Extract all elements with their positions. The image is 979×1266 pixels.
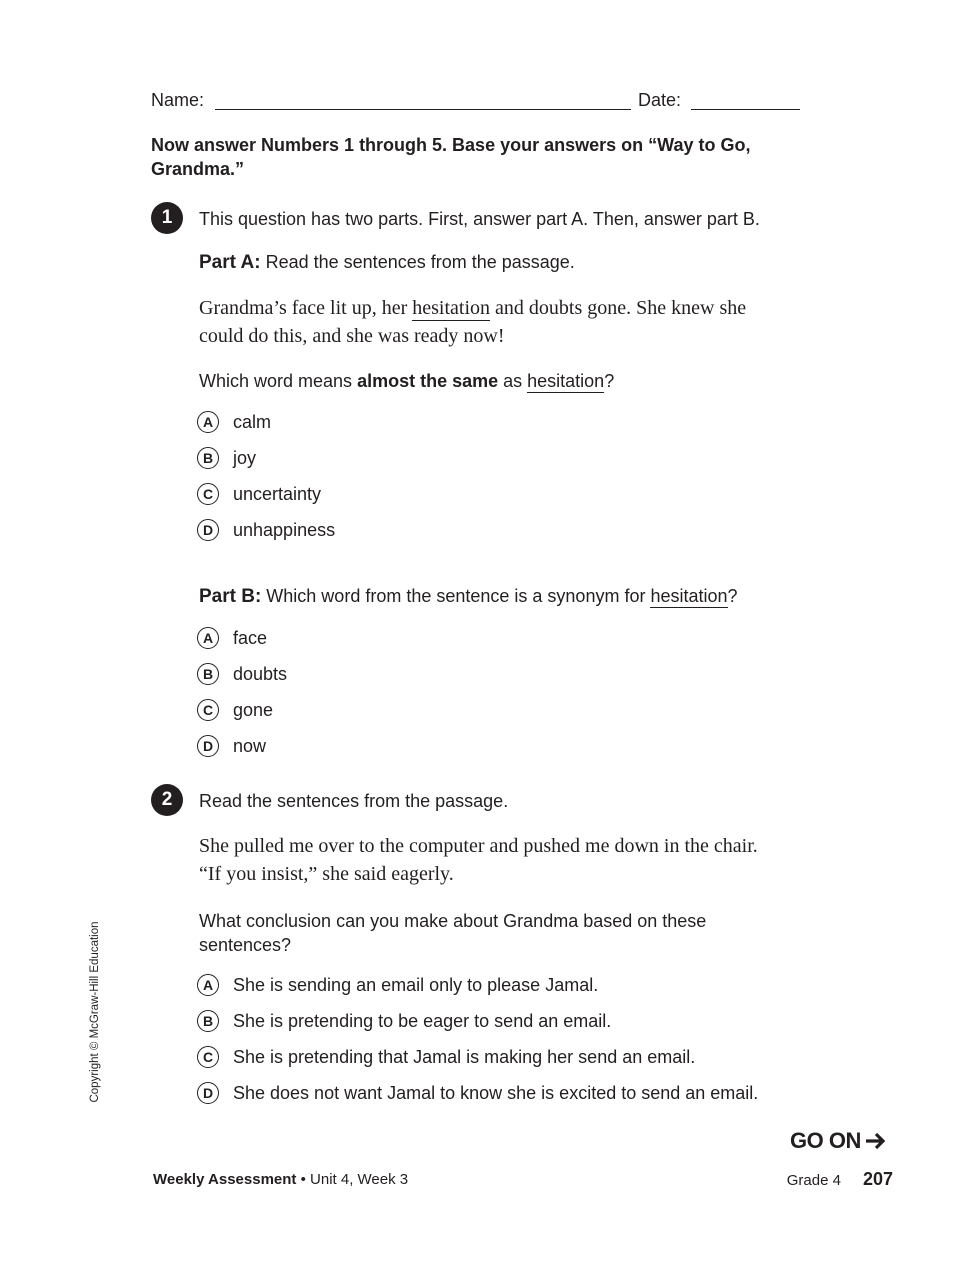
question-text: Which word from the sentence is a synonym for [261, 586, 651, 606]
answer-text: She is pretending to be eager to send an email. [233, 1010, 612, 1031]
question-2-intro: Read the sentences from the passage. [199, 791, 509, 811]
part-b-label: Part B: [199, 586, 262, 607]
name-label: Name: [151, 90, 205, 110]
go-on-indicator [790, 1128, 887, 1154]
answer-option[interactable] [197, 696, 273, 724]
question-1-badge: 1 [151, 202, 183, 234]
grade-label: Grade 4 [786, 1172, 841, 1189]
part-a-prompt-text: Read the sentences from the passage. [265, 252, 575, 272]
passage-line: “If you insist,” she said eagerly. [199, 863, 454, 885]
part-b-question [199, 584, 738, 609]
answer-option[interactable] [197, 1043, 695, 1071]
answer-text: gone [233, 699, 274, 720]
question-line: What conclusion can you make about Grandma based on these [199, 911, 707, 931]
question-2-prompt [199, 909, 706, 957]
answer-bubble[interactable]: D [197, 735, 219, 757]
arrow-right-icon [865, 1132, 887, 1150]
answer-option[interactable] [197, 971, 598, 999]
question-text: ? [604, 371, 615, 391]
answer-bubble[interactable]: A [197, 411, 219, 433]
passage-text: and doubts gone. She knew she [490, 297, 747, 319]
answer-text: doubts [233, 663, 288, 684]
directions: Now answer Numbers 1 through 5. Base your answers on “Way to Go, Grandma.” [151, 135, 751, 179]
passage-line [199, 294, 839, 322]
answer-bubble[interactable]: B [197, 447, 219, 469]
underlined-word: hesitation [412, 297, 491, 319]
answer-text: calm [233, 411, 272, 432]
name-date-row [151, 90, 801, 114]
answer-bubble[interactable]: A [197, 627, 219, 649]
assessment-title: Weekly Assessment [153, 1171, 297, 1188]
question-line: sentences? [199, 935, 292, 955]
answer-option[interactable] [197, 1079, 758, 1107]
answer-bubble[interactable]: B [197, 663, 219, 685]
go-on-label: GO ON [790, 1128, 861, 1153]
date-label: Date: [638, 90, 682, 110]
unit-week: Unit 4, Week 3 [310, 1171, 409, 1188]
page-number: 207 [862, 1169, 893, 1189]
answer-text: unhappiness [233, 519, 336, 540]
part-a-label: Part A: [199, 252, 261, 273]
question-text: ? [727, 586, 738, 606]
answer-option[interactable] [197, 660, 287, 688]
footer-assessment [153, 1171, 408, 1188]
question-text: as [498, 371, 528, 391]
answer-bubble[interactable]: D [197, 1082, 219, 1104]
passage-line: She pulled me over to the computer and pushed me down in the chair. [199, 835, 758, 857]
question-2-badge: 2 [151, 784, 183, 816]
question-2-passage [199, 832, 859, 888]
answer-bubble[interactable]: D [197, 519, 219, 541]
answer-bubble[interactable]: C [197, 483, 219, 505]
passage-line: could do this, and she was ready now! [199, 325, 505, 347]
underlined-word: hesitation [650, 586, 728, 606]
answer-option[interactable] [197, 408, 271, 436]
answer-text: She does not want Jamal to know she is excited to send an email. [233, 1082, 759, 1103]
answer-option[interactable] [197, 444, 256, 472]
question-1-intro: This question has two parts. First, answer part A. Then, answer part B. [199, 209, 760, 229]
answer-text: She is sending an email only to please Jamal. [233, 974, 599, 995]
name-field[interactable] [215, 109, 631, 110]
passage-text: Grandma’s face lit up, her [199, 297, 413, 319]
copyright-notice: Copyright © McGraw-Hill Education [89, 921, 101, 1103]
underlined-word: hesitation [527, 371, 605, 391]
answer-option[interactable] [197, 624, 267, 652]
emphasis-text: almost the same [357, 371, 499, 391]
answer-text: joy [233, 447, 257, 468]
question-text: Which word means [199, 371, 358, 391]
answer-text: She is pretending that Jamal is making her send an email. [233, 1046, 696, 1067]
answer-bubble[interactable]: C [197, 699, 219, 721]
footer-separator: • [296, 1171, 311, 1188]
answer-text: uncertainty [233, 483, 322, 504]
answer-bubble[interactable]: A [197, 974, 219, 996]
part-a-question [199, 369, 614, 393]
answer-option[interactable] [197, 732, 266, 760]
footer-page-info [787, 1169, 893, 1190]
date-field[interactable] [691, 109, 800, 110]
answer-bubble[interactable]: C [197, 1046, 219, 1068]
answer-text: face [233, 627, 268, 648]
answer-bubble[interactable]: B [197, 1010, 219, 1032]
answer-option[interactable] [197, 516, 335, 544]
answer-option[interactable] [197, 1007, 611, 1035]
part-a-passage [199, 294, 839, 350]
answer-option[interactable] [197, 480, 321, 508]
answer-text: now [233, 735, 267, 756]
part-a-prompt [199, 250, 575, 275]
